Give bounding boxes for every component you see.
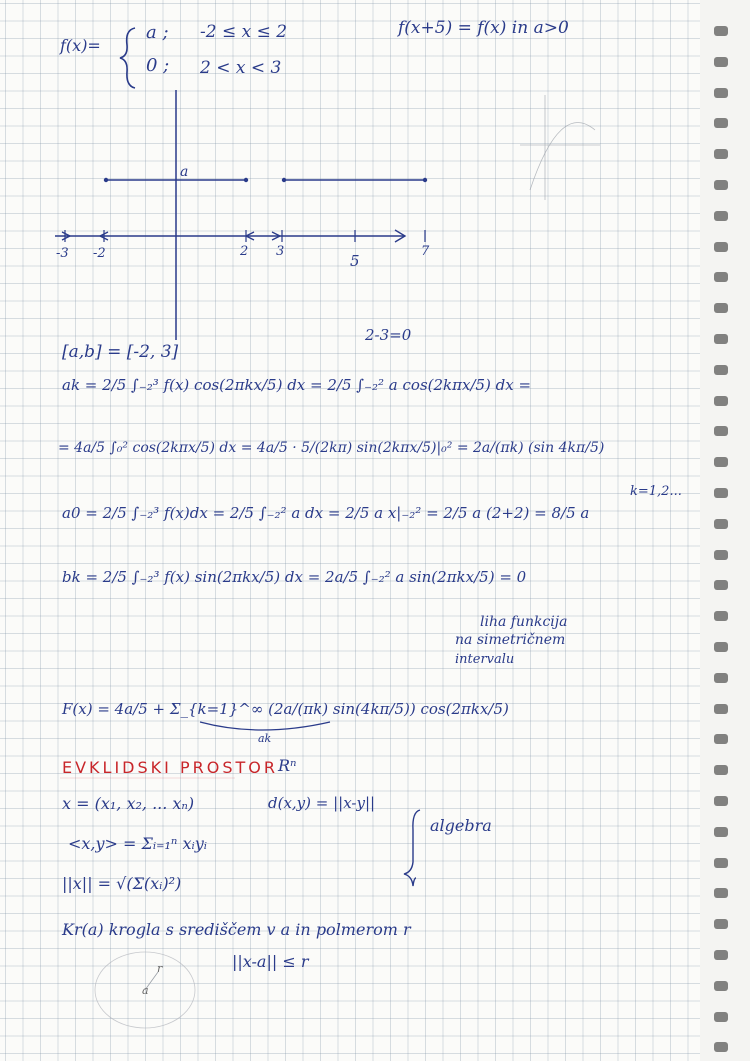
binding-hole <box>714 88 728 98</box>
binding-hole <box>714 426 728 436</box>
periodic-condition: f(x+5) = f(x) in a>0 <box>398 18 569 38</box>
fx-label: f(x)= <box>60 36 101 55</box>
sketch-a-label: a <box>142 984 149 997</box>
tick-5: 5 <box>350 252 360 270</box>
binding-hole <box>714 396 728 406</box>
case1-value: a ; <box>146 22 169 43</box>
binding-hole <box>714 950 728 960</box>
binding-hole <box>714 519 728 529</box>
binding-hole <box>714 550 728 560</box>
algebra-label: algebra <box>430 816 492 835</box>
distance-def: d(x,y) = ||x-y|| <box>268 794 376 812</box>
binding-hole <box>714 118 728 128</box>
binding-hole <box>714 488 728 498</box>
binding-hole <box>714 1042 728 1052</box>
inner-product: <x,y> = Σᵢ₌₁ⁿ xᵢyᵢ <box>68 834 207 853</box>
sketch-r-label: r <box>157 962 163 975</box>
binding-hole <box>714 704 728 714</box>
binding-hole <box>714 211 728 221</box>
norm-def: ||x|| = √(Σ(xᵢ)²) <box>62 874 182 893</box>
ball-def: Kr(a) krogla s središčem v a in polmerom r <box>62 920 411 939</box>
binding-hole <box>714 57 728 67</box>
fourier-series: F(x) = 4a/5 + Σ_{k=1}^∞ (2a/(πk) sin(4kπ/5)) cos(2πkx/5) <box>62 700 509 718</box>
binding-hole <box>714 580 728 590</box>
binding-hole <box>714 827 728 837</box>
k-note: k=1,2... <box>630 484 682 499</box>
bk-note-1: liha funkcija <box>480 614 568 630</box>
tick-3: 3 <box>276 244 285 259</box>
bk-note-3: intervalu <box>455 652 515 667</box>
binding-hole <box>714 180 728 190</box>
graph-a-label: a <box>180 164 189 180</box>
bk-note-2: na simetričnem <box>455 632 566 648</box>
binding-hole <box>714 303 728 313</box>
case1-condition: -2 ≤ x ≤ 2 <box>200 22 288 42</box>
binding-hole <box>714 796 728 806</box>
tick-minus2: -2 <box>93 246 106 261</box>
interval: [a,b] = [-2, 3] <box>62 342 179 362</box>
ball-condition: ||x-a|| ≤ r <box>232 952 309 971</box>
piecewise-brace <box>120 28 135 88</box>
section-heading: EVKLIDSKI PROSTOR <box>62 758 278 777</box>
case2-value: 0 ; <box>146 55 170 76</box>
binding-hole <box>714 765 728 775</box>
binding-hole <box>714 272 728 282</box>
tick-7: 7 <box>421 244 430 259</box>
binding-hole <box>714 334 728 344</box>
a0-formula: a0 = 2/5 ∫₋₂³ f(x)dx = 2/5 ∫₋₂² a dx = 2/5 a x|₋₂² = 2/5 a (2+2) = 8/5 a <box>62 504 590 522</box>
tick-2: 2 <box>240 244 249 259</box>
binding-hole <box>714 457 728 467</box>
binding-hole <box>714 365 728 375</box>
binding-hole <box>714 149 728 159</box>
binding-hole <box>714 888 728 898</box>
spiral-binding-holes <box>700 0 750 1061</box>
note-2-3: 2-3=0 <box>365 326 412 344</box>
case2-condition: 2 < x < 3 <box>200 58 282 78</box>
ak-formula: ak = 2/5 ∫₋₂³ f(x) cos(2πkx/5) dx = 2/5 ∫₋₂² a cos(2kπx/5) dx = <box>62 376 532 394</box>
binding-hole <box>714 734 728 744</box>
binding-hole <box>714 26 728 36</box>
ak-underbrace-label: ak <box>258 732 272 745</box>
binding-hole <box>714 673 728 683</box>
binding-hole <box>714 858 728 868</box>
binding-hole <box>714 919 728 929</box>
binding-hole <box>714 1012 728 1022</box>
rn-symbol: Rⁿ <box>278 756 297 775</box>
binding-hole <box>714 642 728 652</box>
binding-hole <box>714 242 728 252</box>
x-definition: x = (x₁, x₂, ... xₙ) <box>62 794 195 813</box>
tick-minus3: -3 <box>56 246 69 261</box>
binding-hole <box>714 981 728 991</box>
bk-formula: bk = 2/5 ∫₋₂³ f(x) sin(2πkx/5) dx = 2a/5 ∫₋₂² a sin(2πkx/5) = 0 <box>62 568 527 586</box>
ak-formula-2: = 4a/5 ∫₀² cos(2kπx/5) dx = 4a/5 · 5/(2kπ) sin(2kπx/5)|₀² = 2a/(πk) (sin 4kπ/5) <box>58 440 605 456</box>
binding-hole <box>714 611 728 621</box>
